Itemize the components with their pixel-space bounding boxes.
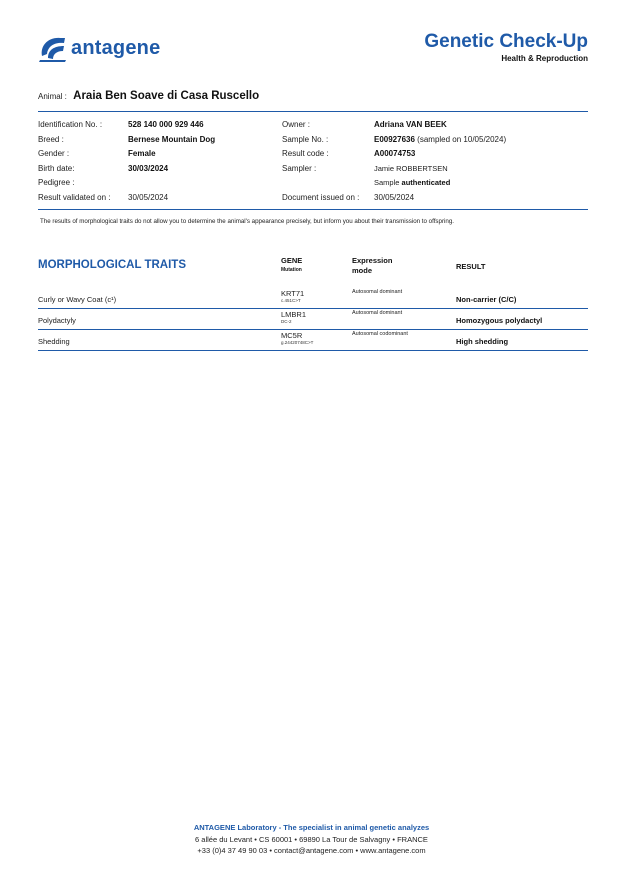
label-birth-date: Birth date: — [38, 163, 75, 173]
label-gender: Gender : — [38, 149, 70, 159]
section-title: MORPHOLOGICAL TRAITS — [38, 259, 187, 271]
footer — [0, 822, 623, 857]
value-result-code: A00074753 — [374, 149, 416, 159]
expression-mode: Autosomal dominant — [352, 310, 403, 316]
trait-name: Shedding — [38, 337, 70, 346]
info-right-values — [374, 118, 584, 206]
value-owner: Adriana VAN BEEK — [374, 120, 447, 129]
document-title — [424, 31, 588, 64]
result: Non-carrier (C/C) — [456, 295, 517, 304]
title: Genetic Check-Up — [424, 31, 588, 52]
gene: KRT71 c.451C>T — [281, 289, 305, 303]
label-sampler: Sampler : — [282, 163, 317, 173]
value-issued: 30/05/2024 — [374, 192, 415, 202]
mutation: c.451C>T — [281, 298, 301, 303]
label-result-code: Result code : — [282, 149, 329, 159]
table-row — [38, 288, 588, 309]
label-issued: Document issued on : — [282, 192, 360, 202]
antagene-logo — [38, 33, 160, 63]
label-identification: Identification No. : — [38, 120, 103, 129]
animal-label: Animal : — [38, 92, 67, 101]
value-sample-date: (sampled on 10/05/2024) — [417, 134, 507, 144]
label-sample-no: Sample No. : — [282, 134, 329, 144]
table-row — [38, 309, 588, 330]
subtitle: Health & Reproduction — [501, 54, 588, 63]
value-validated: 30/05/2024 — [128, 192, 169, 202]
result: High shedding — [456, 337, 509, 346]
header-mutation-label: Mutation — [281, 267, 302, 273]
value-identification: 528 140 000 929 446 — [128, 120, 204, 129]
divider — [38, 111, 588, 112]
logo-text: antagene — [71, 36, 161, 59]
footer-contact: +33 (0)4 37 49 90 03 • contact@antagene.com • www.antagene.com — [197, 846, 426, 855]
header-result: RESULT — [456, 262, 486, 271]
value-sampler: Jamie ROBBERTSEN — [374, 163, 448, 173]
result: Homozygous polydactyl — [456, 316, 543, 325]
gene: LMBR1 DC-2 — [281, 310, 307, 324]
sample-status-line — [374, 176, 584, 191]
trait-name: Polydactyly — [38, 316, 76, 325]
info-left-labels — [38, 118, 128, 206]
mutation: DC-2 — [281, 319, 292, 324]
label-owner: Owner : — [282, 120, 311, 129]
gene: MC5R g.24420748C>T — [281, 331, 314, 345]
trait-name: Curly or Wavy Coat (c¹) — [38, 295, 117, 304]
value-birth-date: 30/03/2024 — [128, 163, 169, 173]
header-gene-label: GENE — [281, 256, 303, 265]
footer-lab: ANTAGENE Laboratory - The specialist in animal genetic analyzes — [193, 823, 430, 832]
expression-mode: Autosomal dominant — [352, 289, 403, 295]
label-breed: Breed : — [38, 134, 64, 144]
label-validated: Result validated on : — [38, 192, 111, 202]
header-expression — [352, 256, 392, 276]
info-right-labels — [282, 118, 374, 206]
divider — [38, 209, 588, 210]
table-row — [38, 330, 588, 351]
label-pedigree: Pedigree : — [38, 178, 75, 188]
value-sample-no: E00927636 — [374, 134, 415, 144]
mutation: g.24420748C>T — [281, 340, 314, 345]
header-expression-line1: Expression — [352, 256, 393, 265]
value-gender: Female — [128, 149, 156, 159]
sample-status: authenticated — [401, 178, 451, 188]
value-pedigree — [128, 176, 278, 191]
header-expression-line2: mode — [352, 266, 373, 275]
disclaimer-note: The results of morphological traits do not allow you to determine the animal's appearance precisely, but inform you about their transmission to offspring. — [40, 218, 455, 225]
footer-address: 6 allée du Levant • CS 60001 • 69890 La Tour de Salvagny • FRANCE — [195, 834, 428, 844]
info-left-values — [128, 118, 278, 206]
expression-mode: Autosomal codominant — [352, 331, 408, 337]
antagene-logo-icon — [38, 34, 68, 62]
sample-status-prefix: Sample — [374, 178, 400, 188]
header-gene — [281, 256, 302, 274]
animal-name: Araia Ben Soave di Casa Ruscello — [73, 90, 260, 102]
value-breed: Bernese Mountain Dog — [128, 134, 216, 144]
animal-line — [38, 90, 259, 102]
sample-line — [374, 133, 584, 148]
